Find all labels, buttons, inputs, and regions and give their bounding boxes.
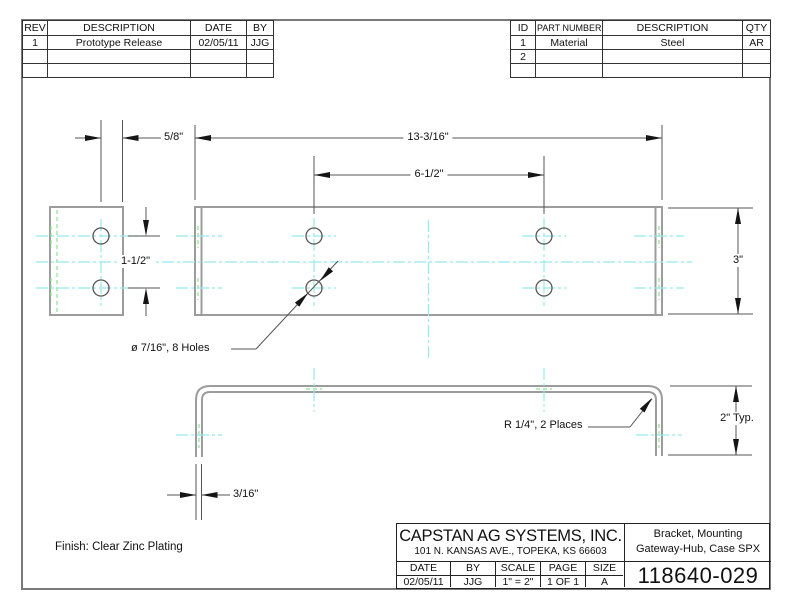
table-row bbox=[511, 36, 771, 50]
field-size bbox=[586, 562, 623, 587]
radius-note-label: R 1/4", 2 Places bbox=[504, 419, 583, 431]
rev-number: 1 bbox=[23, 36, 48, 50]
field-by-value: JJG bbox=[463, 576, 483, 588]
rev-description-header: DESCRIPTION bbox=[48, 21, 191, 36]
revision-table bbox=[22, 20, 274, 78]
dim-plate-width: 3" bbox=[729, 254, 747, 267]
field-page bbox=[541, 562, 586, 587]
field-scale-value: 1" = 2" bbox=[502, 576, 534, 588]
dim-overall-length: 13-3/16" bbox=[403, 131, 452, 144]
part-description: Steel bbox=[603, 36, 743, 50]
field-scale-label: SCALE bbox=[496, 562, 540, 576]
field-by bbox=[451, 562, 496, 587]
table-row bbox=[23, 64, 274, 78]
rev-by: JJG bbox=[247, 36, 274, 50]
dimension-arrowheads bbox=[85, 135, 741, 498]
dim-leg-height: 2" Typ. bbox=[716, 412, 758, 425]
part-qty: AR bbox=[743, 36, 771, 50]
table-row bbox=[23, 36, 274, 50]
field-date bbox=[397, 562, 451, 587]
part-number-header: PART NUMBER bbox=[536, 21, 603, 36]
sheet-border bbox=[22, 20, 770, 589]
dim-hole-spacing-x: 6-1/2" bbox=[411, 168, 448, 181]
part-qty-header: QTY bbox=[743, 21, 771, 36]
field-scale bbox=[496, 562, 541, 587]
drawing-title-line1: Bracket, Mounting bbox=[653, 528, 743, 540]
company-block bbox=[397, 524, 625, 562]
company-address: 101 N. KANSAS AVE., TOPEKA, KS 66603 bbox=[414, 546, 607, 557]
dim-hole-spacing-y: 1-1/2" bbox=[117, 255, 154, 268]
part-id-header: ID bbox=[511, 21, 536, 36]
table-row bbox=[511, 64, 771, 78]
rev-description: Prototype Release bbox=[48, 36, 191, 50]
part-id: 1 bbox=[511, 36, 536, 50]
rev-header: REV bbox=[24, 22, 46, 34]
field-page-value: 1 OF 1 bbox=[546, 576, 580, 588]
company-name: CAPSTAN AG SYSTEMS, INC. bbox=[399, 527, 622, 545]
centerlines bbox=[36, 218, 692, 435]
drawing-title bbox=[625, 524, 771, 562]
field-by-label: BY bbox=[451, 562, 495, 576]
title-block-fields bbox=[397, 562, 625, 587]
field-page-label: PAGE bbox=[541, 562, 585, 576]
table-row: 2 bbox=[511, 50, 771, 64]
field-size-value: A bbox=[600, 576, 608, 588]
rev-date-header: DATE bbox=[191, 21, 247, 36]
finish-note: Finish: Clear Zinc Plating bbox=[55, 541, 183, 553]
field-date-value: 02/05/11 bbox=[403, 576, 444, 588]
dim-thickness: 3/16" bbox=[233, 488, 259, 500]
table-row bbox=[23, 50, 274, 64]
rev-date: 02/05/11 bbox=[191, 36, 247, 50]
rev-by-header: BY bbox=[247, 21, 274, 36]
drawing-title-line2: Gateway-Hub, Case SPX bbox=[635, 543, 761, 555]
part-description-header: DESCRIPTION bbox=[603, 21, 743, 36]
dim-hole-edge-offset: 5/8" bbox=[164, 131, 184, 143]
parts-table bbox=[510, 20, 771, 78]
drawing-number: 118640-029 bbox=[637, 563, 759, 588]
bend-lines bbox=[51, 210, 659, 448]
field-size-label: SIZE bbox=[586, 562, 623, 576]
part-number: Material bbox=[536, 36, 603, 50]
title-block bbox=[396, 523, 770, 589]
hole-note-label: ø 7/16", 8 Holes bbox=[131, 342, 210, 354]
field-date-label: DATE bbox=[397, 562, 450, 576]
